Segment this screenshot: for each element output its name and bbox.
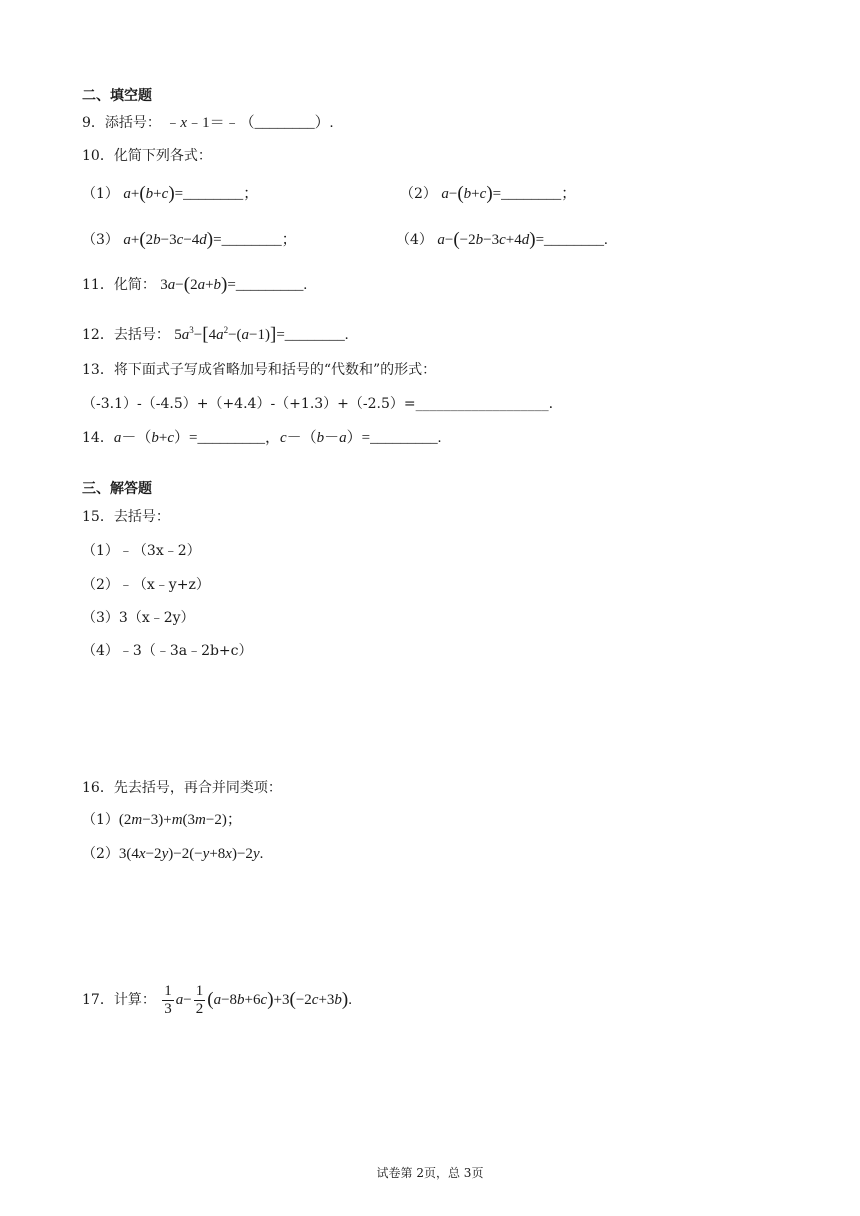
- question-14-expr: a－（b+c）=_________，c－（b－a）=_________.: [113, 430, 442, 446]
- question-10-part-4-expr: a−(−2b−3c+4d)=________.: [437, 229, 608, 250]
- question-17-expr: $\frac{1}{3}$ a− $\frac{1}{2}$ (a−8b+6c)+3(−2c+3b).: [164, 983, 352, 1017]
- section-heading-fill-blank: 二、填空题: [82, 88, 152, 104]
- question-10-part-3-expr: a+(2b−3c−4d)=________；: [123, 229, 297, 250]
- question-9-text: 添括号：: [104, 115, 161, 131]
- question-10-part-3: [82, 230, 297, 250]
- question-16-part-2-expr: 3(4x−2y)−2(−y+8x)−2y.: [118, 846, 264, 862]
- question-12: [82, 320, 349, 345]
- question-15-item-4: （4）﹣3（﹣3a﹣2b+c）: [82, 643, 253, 659]
- question-15-item-2: （2）﹣（x﹣y+z）: [82, 577, 210, 593]
- part-label: （2）: [400, 186, 437, 202]
- part-label: （1）: [82, 186, 119, 202]
- question-16: 16．先去括号，再合并同类项：: [82, 780, 282, 796]
- question-10-part-2: [400, 184, 576, 204]
- question-9: [82, 113, 333, 133]
- question-14-number: 14．: [82, 430, 114, 446]
- question-12-text: 12．去括号：: [82, 327, 170, 343]
- question-10: 10．化简下列各式：: [82, 148, 212, 164]
- part-label: （4）: [396, 232, 433, 248]
- question-13-expr: （-3.1）-（-4.5）+（+4.4）-（+1.3）+（-2.5）=___________________.: [82, 396, 554, 412]
- question-17-text: 17．计算：: [82, 991, 156, 1008]
- question-10-part-1: [82, 184, 258, 204]
- question-16-part-1: [82, 810, 242, 830]
- question-11-text: 11．化简：: [82, 277, 156, 293]
- question-9-number: 9．: [82, 115, 105, 131]
- question-10-part-1-expr: a+(b+c)=________；: [123, 183, 259, 204]
- question-12-expr: $5a^3-[4a^2-(a-1)]=\_\_\_\_\_\_\_\_$.: [174, 324, 349, 345]
- section-heading-answer: 三、解答题: [82, 481, 152, 497]
- question-9-expr: ﹣x﹣1＝﹣（________）.: [165, 115, 334, 131]
- question-10-part-2-expr: a−(b+c)=________；: [441, 183, 577, 204]
- question-15-item-1: （1）﹣（3x﹣2）: [82, 543, 201, 559]
- question-15-item-3: （3）3（x﹣2y）: [82, 610, 195, 626]
- question-16-part-2: [82, 844, 263, 864]
- question-14: [82, 428, 441, 448]
- part-label: （3）: [82, 232, 119, 248]
- part-label: （1）: [82, 812, 119, 828]
- question-13: 13．将下面式子写成省略加号和括号的“代数和”的形式：: [82, 362, 437, 378]
- question-10-part-4: [396, 230, 608, 250]
- question-15: 15．去括号：: [82, 509, 170, 525]
- question-11: [82, 275, 307, 295]
- question-16-part-1-expr: (2m−3)+m(3m−2)；: [118, 812, 242, 828]
- part-label: （2）: [82, 846, 119, 862]
- page-footer: 试卷第 2页，总 3页: [376, 1166, 484, 1180]
- question-17: [82, 983, 352, 1018]
- question-11-expr: 3a−(2a+b)=_________.: [160, 274, 308, 295]
